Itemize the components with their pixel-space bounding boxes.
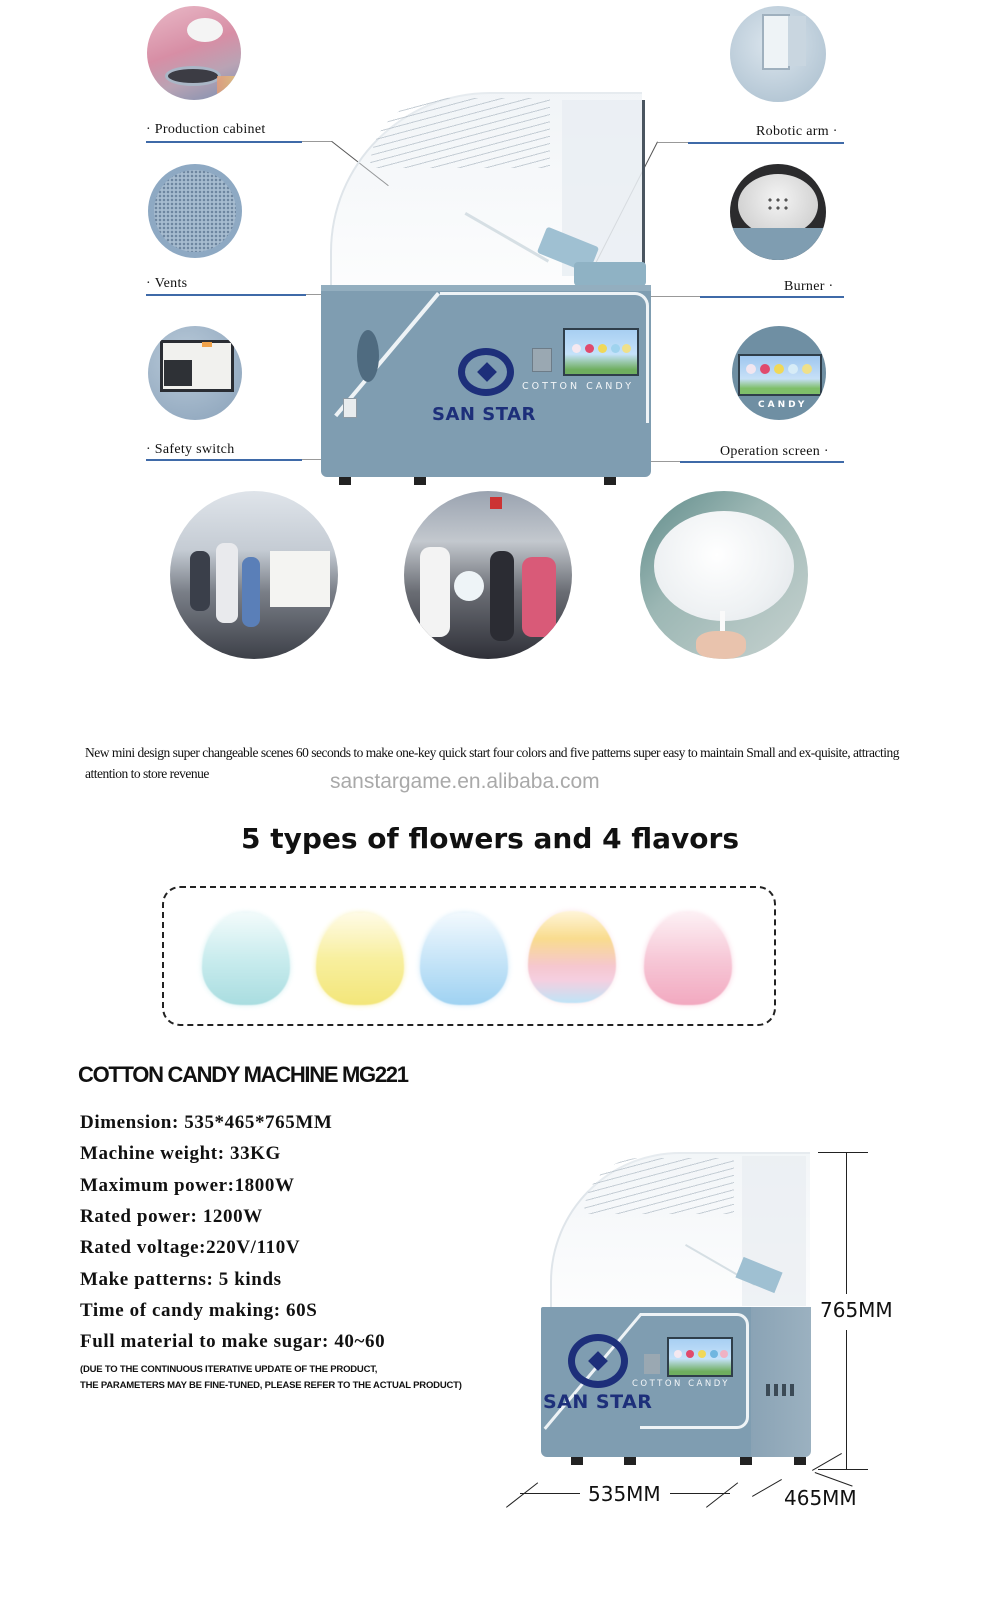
spec-patterns: Make patterns: 5 kinds <box>80 1269 282 1290</box>
candy-lemon <box>316 913 404 1005</box>
spec-note-line2: THE PARAMETERS MAY BE FINE-TUNED, PLEASE REFER TO THE ACTUAL PRODUCT) <box>80 1380 462 1391</box>
burner-photo <box>730 164 826 260</box>
callout-vents: · Vents <box>146 276 188 291</box>
callout-operation-screen: Operation screen · <box>720 444 829 459</box>
spec-weight: Machine weight: 33KG <box>80 1143 281 1164</box>
depth-dimension: 465MM <box>784 1486 857 1510</box>
callout-safety-switch: · Safety switch <box>146 442 235 457</box>
screen-candy-text: CANDY <box>758 400 808 410</box>
spec-making-time: Time of candy making: 60S <box>80 1300 318 1321</box>
brand-text-small: SAN STAR <box>543 1391 653 1413</box>
height-dimension: 765MM <box>820 1298 893 1322</box>
specs-title: COTTON CANDY MACHINE MG221 <box>78 1062 408 1087</box>
cotton-candy-photo <box>640 491 808 659</box>
watermark: sanstargame.en.alibaba.com <box>330 770 600 793</box>
spec-max-power: Maximum power:1800W <box>80 1175 295 1196</box>
product-description: New mini design super changeable scenes 60 seconds to make one-key quick start four colors and five patterns super easy to maintain Small and ex-quisite, attracting attention to store revenue <box>85 745 899 781</box>
flavors-title: 5 types of flowers and 4 flavors <box>240 822 739 855</box>
spec-rated-power: Rated power: 1200W <box>80 1206 263 1227</box>
brand-text: SAN STAR <box>432 404 536 425</box>
candy-rainbow <box>528 911 616 1003</box>
safety-switch-photo <box>148 326 242 420</box>
panel-text-small: COTTON CANDY <box>632 1379 730 1389</box>
vents-photo <box>148 164 242 258</box>
san-star-logo-icon <box>458 348 514 396</box>
width-dimension: 535MM <box>588 1482 661 1506</box>
callout-production-cabinet: · Production cabinet <box>146 122 266 137</box>
panel-text: COTTON CANDY <box>522 381 634 392</box>
spec-rated-voltage: Rated voltage:220V/110V <box>80 1237 301 1258</box>
callout-burner: Burner · <box>784 279 834 294</box>
spec-sugar: Full material to make sugar: 40~60 <box>80 1331 386 1352</box>
candy-mint <box>202 913 290 1005</box>
robotic-arm-photo <box>730 6 826 102</box>
production-cabinet-photo <box>147 6 241 100</box>
operation-screen-photo <box>732 326 826 420</box>
spec-dimension: Dimension: 535*465*765MM <box>80 1112 333 1133</box>
san-star-logo-icon-small <box>568 1334 628 1388</box>
exhibition-photo-2 <box>404 491 572 659</box>
candy-blue <box>420 913 508 1005</box>
spec-note-line1: (DUE TO THE CONTINUOUS ITERATIVE UPDATE OF THE PRODUCT, <box>80 1364 378 1375</box>
candy-pink <box>644 913 732 1005</box>
exhibition-photo-1 <box>170 491 338 659</box>
callout-robotic-arm: Robotic arm · <box>756 124 838 139</box>
